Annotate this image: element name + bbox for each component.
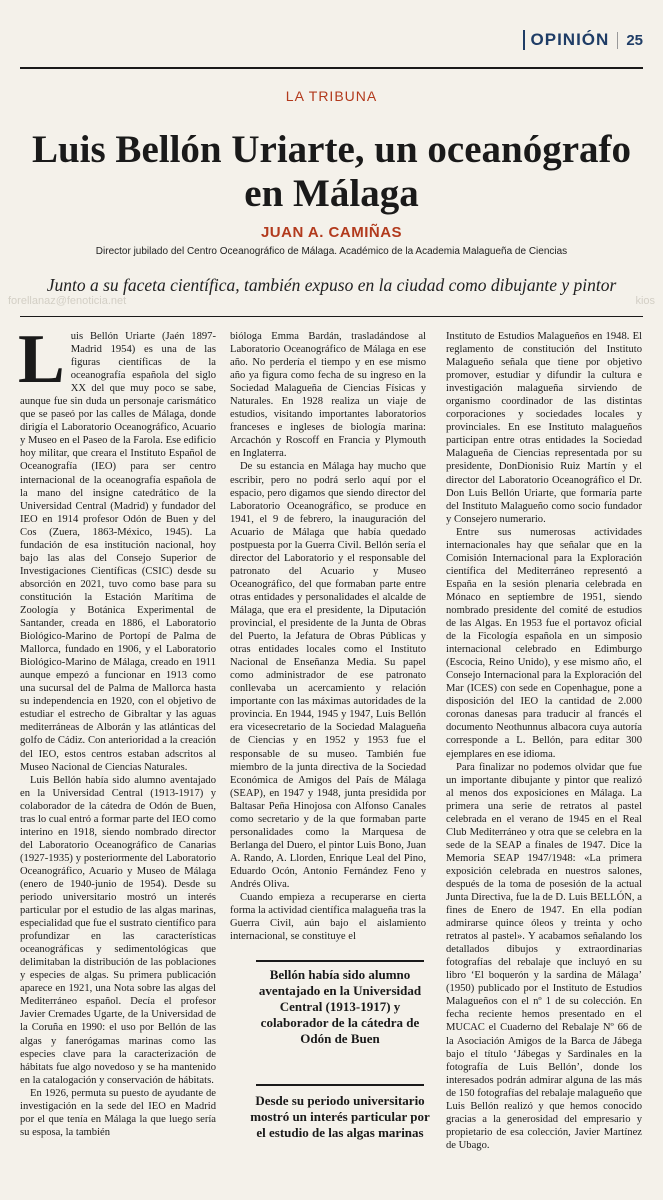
author-name: JUAN A. CAMIÑAS [260,224,403,241]
paragraph: En 1926, permuta su puesto de ayudante de investigación en la sede del IEO en Madrid por el que tenía en Málaga la que luego sería su esposa, la también [20,1087,216,1138]
author-role: Director jubilado del Centro Oceanográfico de Málaga. Académico de la Academia Malagueña de Ciencias [95,246,568,257]
drop-cap: L [18,321,65,398]
article-column-3 [446,330,642,1152]
paragraph-text: uis Bellón Uriarte (Jaén 1897-Madrid 1954) es una de las figuras científicas de la oceanografía española del siglo XX del que muy poco se sabe, aunque fue sin duda un personaje carismático que se paseó por las calles de Málaga, donde dirigía el Laboratorio Oceanográfico, Acuario y Museo en el Paseo de la Farola. Ese edificio hoy militar, que creara el Instituto Español de Oceanografía (IEO) para ser centro internacional de la oceanografía española de la mano del insigne catedrático de la Universidad Central (Madrid) y fundador del IEO en 1914 profesor Odón de Buen y del Cos (Zuera, 1863-México, 1945). La fundación de esa institución nacional, hoy bajo las alas del Consejo Superior de Investigaciones Científicas (CSIC) desde su absorción en 2021, tuvo como base para su constitución la Estación Marítima de Zoología y Botánica Experimental de Santander, creada en 1886, el Laboratorio Biológico-Marino de Portopí de Palma de Mallorca, fundado en 1906, y el Laboratorio Biológico-Marino de Málaga, creado en 1911 aunque empezó a funcionar en 1913 como una sucursal del de Palma de Mallorca hasta su independencia en 1920, con el objetivo de estudiar el estrecho de Gibraltar y las aguas mediterráneas de Alborán y las atlánticas del golfo de Cádiz. Con anterioridad a la creación del IEO, estos centros estaban adscritos al Museo Nacional de Ciencias Naturales. [20,331,216,773]
paragraph: Entre sus numerosas actividades internacionales hay que señalar que en la Comisión Internacional para la Exploración científica del Mediterráneo representó a España en la sesión plenaria celebrada en Mónaco en septiembre de 1951, siendo nombrado presidente del comité de estudios de las Algas. En 1953 fue el portavoz oficial de la Ficología española en un simposio internacional celebrado en Edimburgo (Escocia, Reino Unido), y ese mismo año, el Consejo Internacional para la Exploración del Mar (ICES) con sede en Copenhague, pone a disposición del IEO la cantidad de 2.000 coronas danesas para traducir al francés el documento Neothunnus albacora cuya autoría corresponde a L. Bellón, para editar 300 ejemplares en ese idioma. [446,526,642,760]
subheadline: Junto a su faceta científica, también expuso en la ciudad como dibujante y pintor [46,275,617,295]
pullquote-rule [256,960,424,962]
page-number: 25 [617,32,643,49]
article-column-2 [230,330,426,943]
paragraph [18,321,216,774]
paragraph: bióloga Emma Bardán, trasladándose al Laboratorio Oceanográfico de Málaga en ese año. No perdería el tiempo y en ese mismo año ya figura como fecha de su ingreso en la Sociedad Malagueña de Ciencias Físicas y Naturales. En 1928 realiza un viaje de estudios, visitando importantes laboratorios franceses e ingleses de biología marina: Arcachón y Roscoff en Francia y Plymouth en Inglaterra. [230,331,426,460]
watermark-left: forellanaz@fenoticia.net [8,295,127,307]
watermark-right: kios [635,295,655,307]
page-header [523,30,643,50]
pullquote-1: Bellón había sido alumno aventajado en la Universidad Central (1913-1917) y colaborador de la cátedra de Odón de Buen [258,967,422,1046]
article-column-1 [18,321,216,1139]
section-label: OPINIÓN [523,30,610,50]
paragraph: Cuando empieza a recuperarse en cierta forma la actividad científica malagueña tras la Guerra Civil, aún bajo el aislamiento internacional, se constituye el [230,892,426,943]
kicker: LA TRIBUNA [285,88,378,104]
pullquote-rule [256,1084,424,1086]
paragraph: Instituto de Estudios Malagueños en 1948. El reglamento de constitución del Instituto Malagueño señala que tiene por objetivo promover, estudiar y difundir la cultura e investigación malagueña sirviendo de organismo coordinador de las distintas corporaciones y sociedades locales y provinciales. En ese Instituto malagueños participan entre otras entidades la Sociedad Malagueña de Ciencias representada por su presidente, DonDionisio Ruiz Martín y el director del Laboratorio Oceanográfico el Dr. Don Luis Bellón Uriarte, que formaría parte del Instituto Malagueño como socio fundador y Consejero numerario. [446,331,642,525]
paragraph: Luis Bellón había sido alumno aventajado en la Universidad Central (1913-1917) y colaborador de la cátedra de Odón de Buen, tras lo cual entró a formar parte del IEO como interino en 1918, siendo nombrado director del Laboratorio Oceanográfico de Canarias (1927-1935) y posteriormente del Laboratorio Oceanográfico, Acuario y Museo de Málaga (enero de 1940-junio de 1954). Desde su periodo universitario mostró un interés particular por el estudio de las algas marinas, especialidad que fue el sustrato científico para profundizar en las características oceanográficas y sedimentológicas que delimitaban la distribución de las poblaciones y especies de algas. Su primera publicación aparece en 1921, una Nota sobre las algas del Mediterráneo español. Decía el profesor Javier Cremades Ugarte, de la Universidad de la Coruña en 1990: el uso por Bellón de las algas y fanerógamas marinas como las especies clave para la caracterización de hábitats fue algo novedoso y se ha mantenido en la catalogación y conservación de hábitats. [20,774,216,1086]
paragraph: Para finalizar no podemos olvidar que fue un importante dibujante y pintor que realizó al menos dos exposiciones en Málaga. La primera una serie de retratos al pastel celebrada en el verano de 1945 en el Real Club Mediterráneo y otra que se celebra en la sede de la SEAP a finales de 1947. Dice la Memoria SEAP 1947/1948: «La primera exposición celebrada en nuestros salones, después de la toma de posesión de la actual Junta Directiva, fue la de D. Luis BELLÓN, a fines de Enero de 1947. En ella podían admirarse quince óleos y treinta y ocho retratos al pastel». Y acabamos señalando los detallados dibujos y extraordinarias fotografías del rebalaje que incluyó en su libro ‘El boquerón y la sardina de Málaga’ (1950) publicado por el Instituto de Estudios Malagueños con el nº 1 de su colección. En fecha reciente hemos presentado en el MUCAC el Cuaderno del Rebalaje Nº 66 de la Asociación Amigos de la Barca de Jábega bajo el título ‘Jábegas y Sardinales en la fotografía de Luis Bellón’, donde los interesados podrán admirar alguna de las más de 150 fotografías del rebalaje malagueño que Luis Bellón realizó y que hemos conocido gracias a la generosidad del empresario y propietario de esa colección, Javier Martínez de Ubago. [446,761,642,1151]
pullquote-2: Desde su periodo universitario mostró un interés particular por el estudio de las algas marinas [250,1093,430,1140]
headline: Luis Bellón Uriarte, un oceanógrafo en Málaga [31,128,632,215]
paragraph: De su estancia en Málaga hay mucho que escribir, pero no podrá serlo aquí por el espacio, pero digamos que siendo director del Laboratorio Oceanográfico, se produce en 1941, el 9 de febrero, la inauguración del Acuario de Málaga que había quedado postpuesta por la Guerra Civil. Bellón sería el director del Laboratorio y el responsable del patronato del Acuario y Museo Oceanográfico, del que formaban parte entre otras entidades y personalidades el alcalde de Málaga, que era el presidente, la Diputación provincial, el presidente de la Junta de Obras del Puerto, la Jefatura de Obras Públicas y otras entidades locales como el Instituto Nacional de Enseñanza Media. Su papel como administrador de ese patronato conllevaba un acercamiento y relación importante con las máximas autoridades de la provincia. En 1944, 1945 y 1947, Luis Bellón era vicesecretario de la Sociedad Malagueña de Ciencias y en 1952 y 1953 fue el responsable de su museo. También fue miembro de la junta directiva de la Sociedad Económica de Amigos del País de Málaga (SEAP), en 1947 y 1948, junta presidida por Baltasar Peña Hinojosa con Alfonso Canales como secretario y de la que formaban parte personalidades como la Marquesa de Berlanga del Duero, el pintor Luis Bono, Juan A. Rando, A. Llorden, Enrique Leal del Pino, Eduardo Ocón, Antonio Fernández Feno y Andrés Oliva. [230,461,426,890]
divider-rule [20,316,643,317]
top-rule [20,67,643,69]
